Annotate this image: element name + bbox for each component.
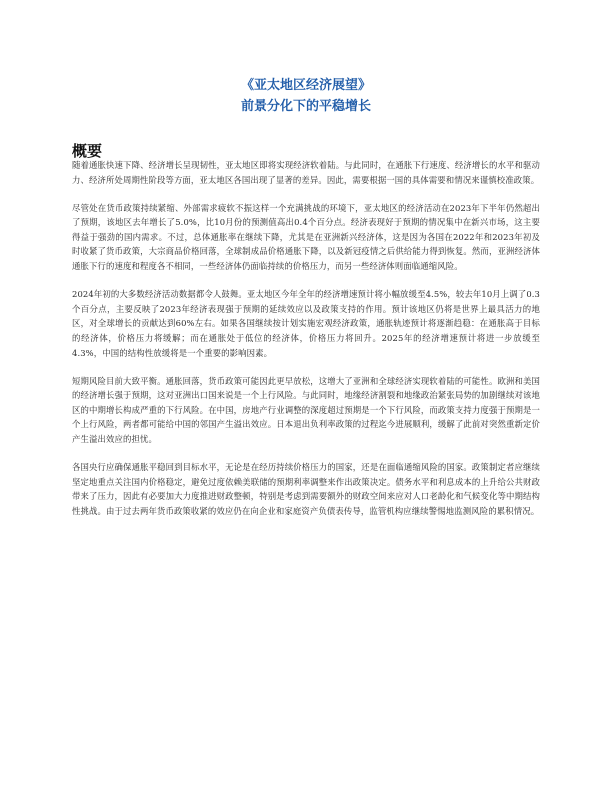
paragraph-4: 短期风险目前大致平衡。通胀回落，货币政策可能因此更早放松，这增大了亚洲和全球经济实现软着陆的可能性。欧洲和美国的经济增长强于预期，这对亚洲出口国来说是一个上行风险。与此同时，地缘经济割裂和地缘政治紧张局势的加剧继续对该地区的中期增长构成严重的下行风险。在中国，房地产行业调整的深度超过预期是一个下行风险，而政策支持力度强于预期是一个上行风险，两者都可能给中国的邻国产生溢出效应。日本退出负利率政策的过程迄今进展顺利，缓解了此前对突然重新定价产生溢出效应的担忧。	[72, 375, 540, 444]
report-title-line-1: 《亚太地区经济展望》	[240, 78, 371, 93]
paragraph-2: 尽管处在货币政策持续紧缩、外部需求疲软不振这样一个充满挑战的环境下，亚太地区的经济活动在2023年下半年仍然超出了预期，该地区去年增长了5.0%，比10月份的预测值高出0.4个百分点。经济表现好于预期的情况集中在新兴市场，这主要得益于强劲的国内需求。不过，总体通胀率在继续下降，尤其是在亚洲新兴经济体，这是因为各国在2022年和2023年初及时收紧了货币政策，大宗商品价格回落，全球制成品价格通胀下降，以及新冠疫情之后供给能力得到恢复。然而，亚洲经济体通胀下行的速度和程度各不相同，一些经济体仍面临持续的价格压力，而另一些经济体则面临通缩风险。	[72, 202, 540, 272]
paragraph-1: 随着通胀快速下降、经济增长呈现韧性，亚太地区即将实现经济软着陆。与此同时，在通胀下行速度、经济增长的水平和驱动力、经济所处周期性阶段等方面，亚太地区各国出现了显著的差异。因此，需要根据一国的具体需要和情况来谨慎校准政策。	[72, 160, 540, 185]
paragraph-3: 2024年初的大多数经济活动数据都令人鼓舞。亚太地区今年全年的经济增速预计将小幅放缓至4.5%，较去年10月上调了0.3个百分点，主要反映了2023年经济表现强于预期的延续效应以及政策支持的作用。预计该地区仍将是世界上最具活力的地区，对全球增长的贡献达到60%左右。如果各国继续按计划实施宏观经济政策，通胀轨迹预计将逐渐趋稳：在通胀高于目标的经济体，价格压力将缓解；而在通胀处于低位的经济体，价格压力将回升。2025年的经济增速预计将进一步放缓至4.3%，中国的结构性放缓将是一个重要的影响因素。	[72, 289, 540, 358]
report-subtitle: 前景分化下的平稳增长	[240, 99, 371, 114]
document-body	[72, 158, 540, 532]
section-heading-overview: 概要	[72, 142, 103, 160]
paragraph-5: 各国央行应确保通胀平稳回到目标水平，无论是在经历持续价格压力的国家，还是在面临通缩风险的国家。政策制定者应继续坚定地重点关注国内价格稳定，避免过度依赖美联储的预期利率调整来作出政策决定。债务水平和利息成本的上升给公共财政带来了压力，因此有必要加大力度推进财政整顿，特别是考虑到需要额外的财政空间来应对人口老龄化和气候变化等中期结构性挑战。由于过去两年货币政策收紧的效应仍在向企业和家庭资产负债表传导，监管机构应继续警惕地监测风险的累积情况。	[72, 462, 540, 516]
report-title	[72, 75, 540, 117]
